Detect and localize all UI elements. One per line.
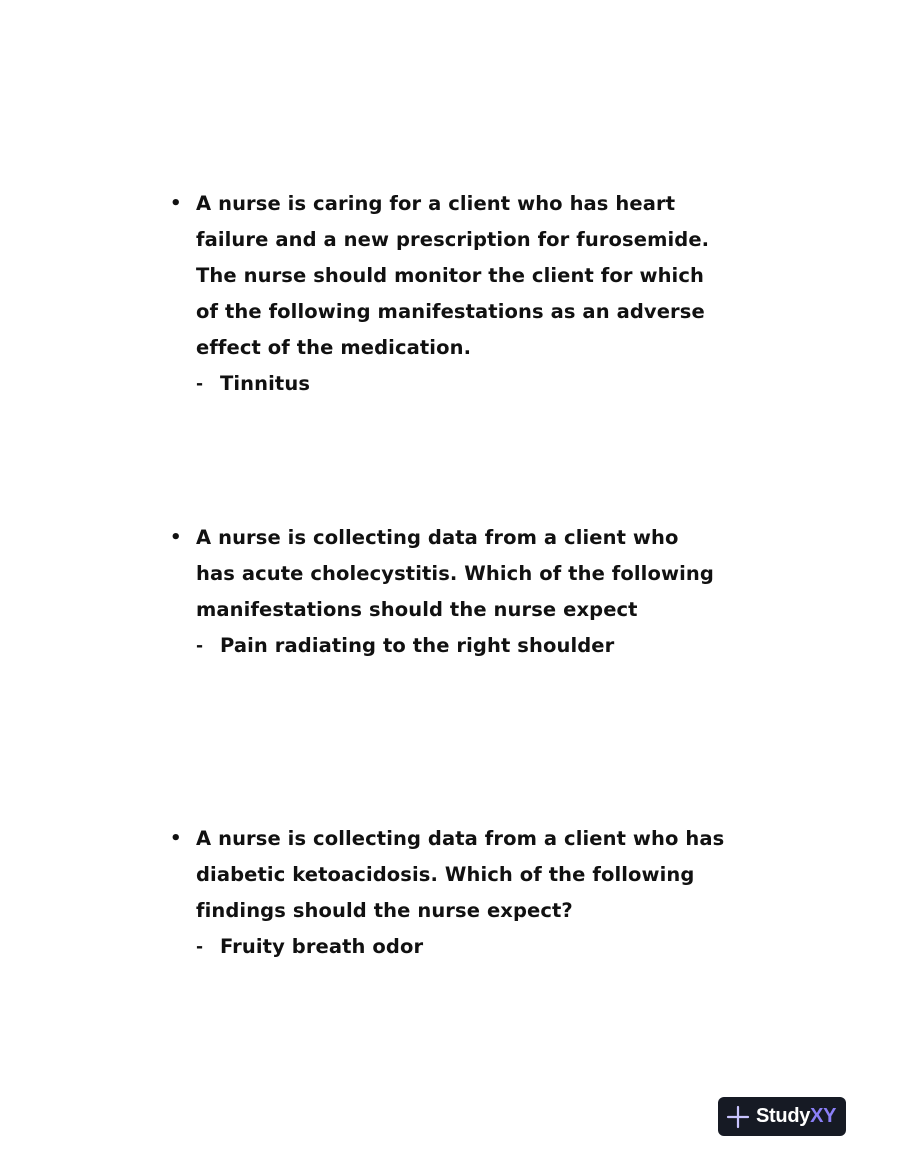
studyxy-badge[interactable] <box>718 1097 846 1136</box>
answer-text: Fruity breath odor <box>220 935 424 958</box>
answer-marker: - <box>196 374 204 394</box>
brand-name <box>756 1105 836 1128</box>
answer-text: Pain radiating to the right shoulder <box>220 634 615 657</box>
answer-marker: - <box>196 636 204 656</box>
answer-text: Tinnitus <box>220 372 311 395</box>
answer-item <box>170 366 730 402</box>
answer-marker: - <box>196 937 204 957</box>
brand-accent: XY <box>810 1105 837 1127</box>
plus-icon <box>726 1105 750 1129</box>
bullet-icon: • <box>170 828 182 849</box>
question-item <box>170 821 730 965</box>
question-item <box>170 186 730 402</box>
brand-main: Study <box>756 1105 811 1127</box>
question-text: A nurse is caring for a client who has heart failure and a new prescription for furosemide. The nurse should monitor the client for which of the following manifestations as an adverse effect of the medication. <box>196 192 710 359</box>
question-text: A nurse is collecting data from a client who has acute cholecystitis. Which of the following manifestations should the nurse expect <box>196 526 714 621</box>
question-item <box>170 520 730 664</box>
question-text: A nurse is collecting data from a client who has diabetic ketoacidosis. Which of the following findings should the nurse expect? <box>196 827 725 922</box>
answer-item <box>170 929 730 965</box>
bullet-icon: • <box>170 527 182 548</box>
bullet-icon: • <box>170 193 182 214</box>
answer-item <box>170 628 730 664</box>
